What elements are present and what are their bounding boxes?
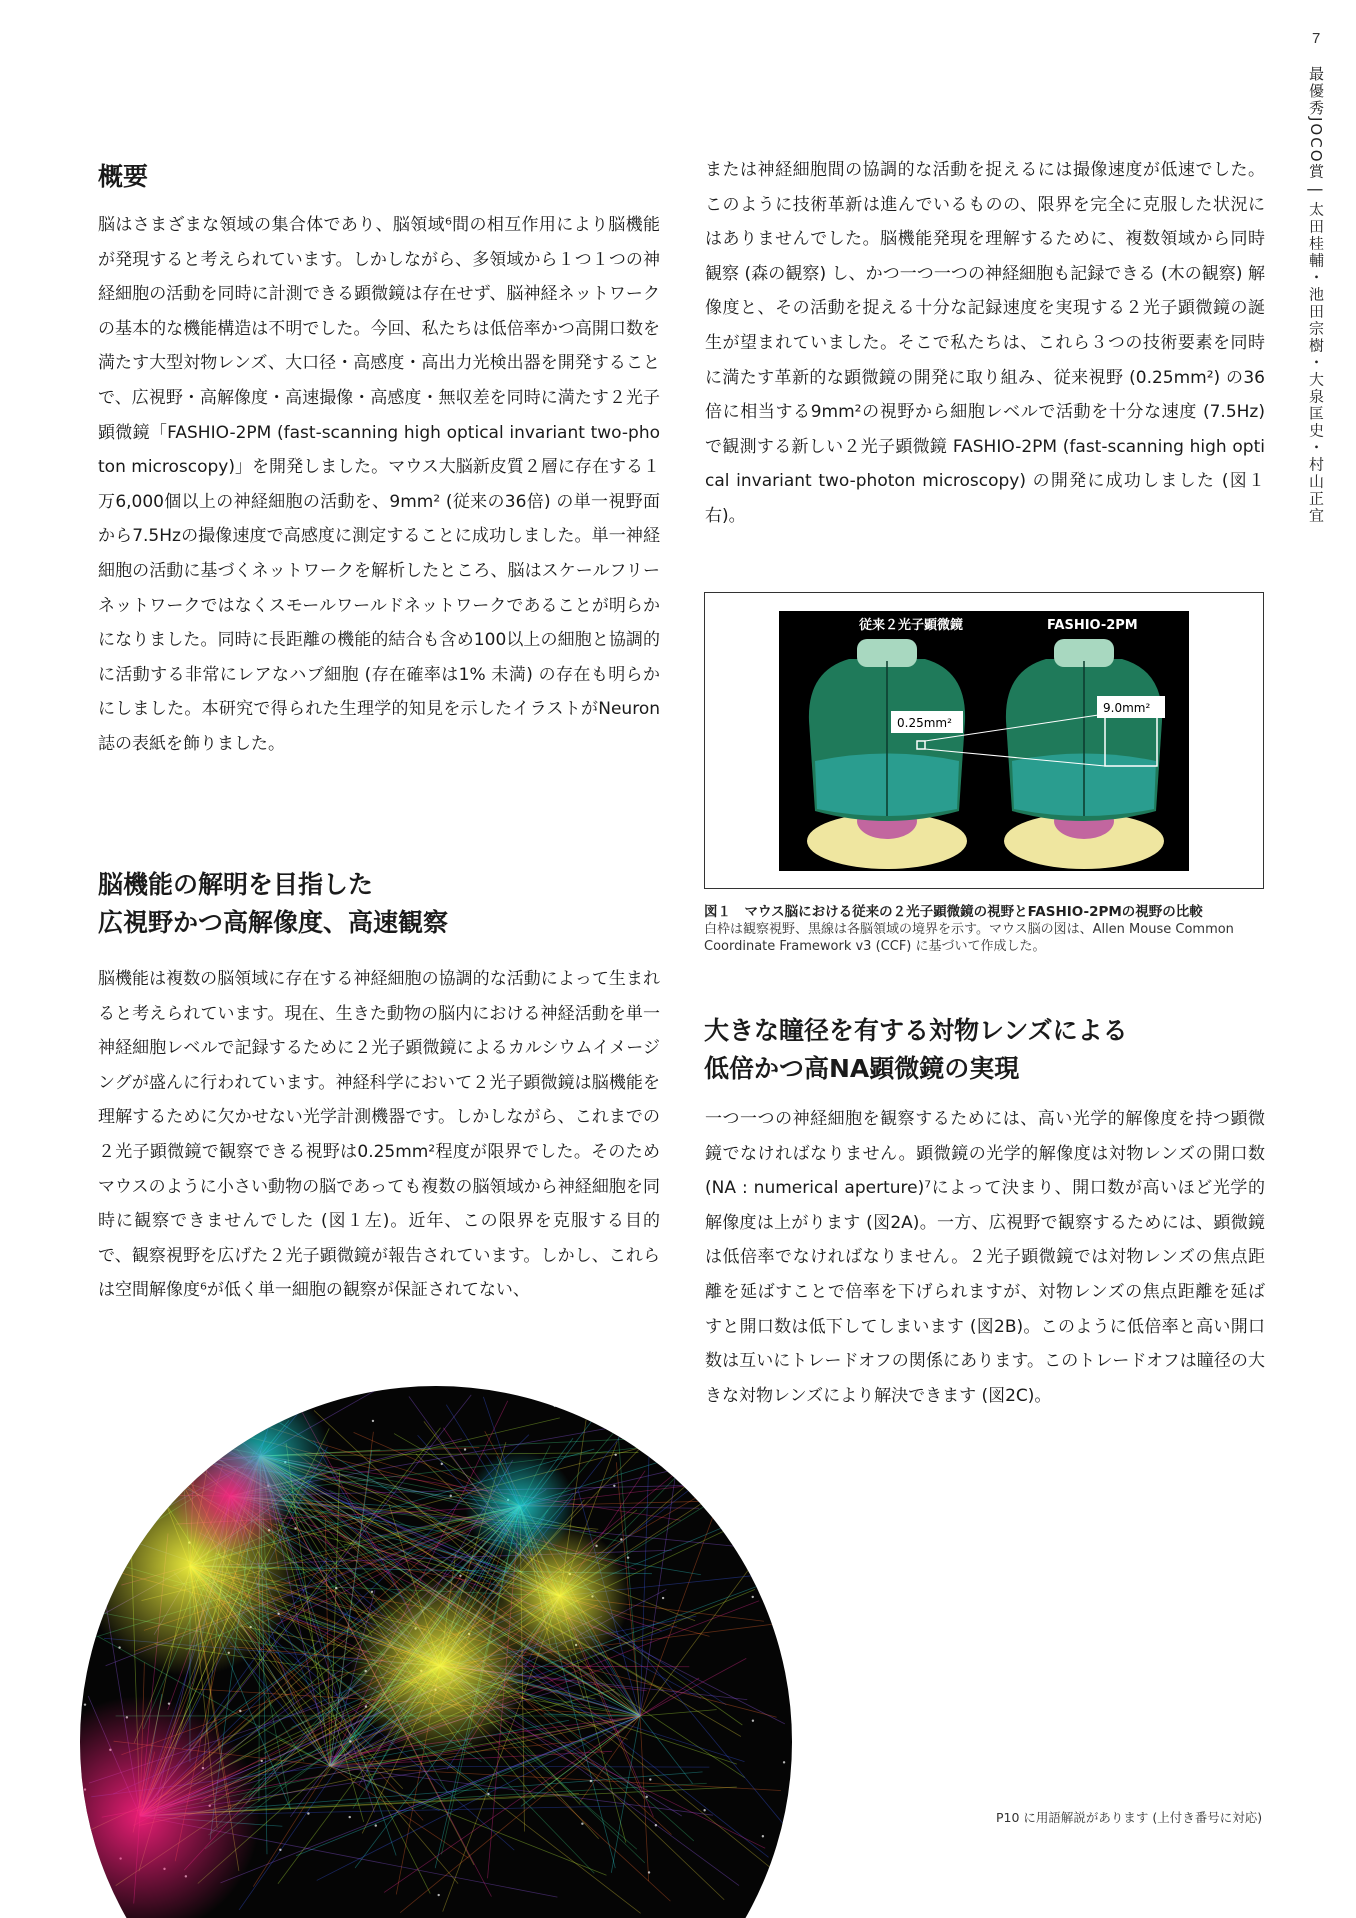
section-title-line2: 低倍かつ高NA顕微鏡の実現 — [704, 1054, 1020, 1083]
figure-1-caption-title: 図１ マウス脳における従来の２光子顕微鏡の視野とFASHIO-2PMの視野の比較 — [704, 904, 1203, 920]
right-title: FASHIO-2PM — [1047, 618, 1138, 633]
section-title-objective-lens — [704, 1012, 1128, 1088]
running-header: 最優秀JOCO賞 | 太田桂輔・池田宗樹・大泉匡史・村山正宜 — [1307, 66, 1325, 525]
brain-comparison-image — [779, 611, 1189, 871]
left-title: 従来２光子顕微鏡 — [859, 618, 964, 633]
right-brain — [1004, 639, 1164, 869]
objective-lens-paragraph: 一つ一つの神経細胞を観察するためには、高い光学的解像度を持つ顕微鏡でなければなりません。顕微鏡の光学的解像度は対物レンズの開口数 (NA : numerical aperture)⁷によって決まり、開口数が高いほど光学的解像度は上がります (図2A)。一方、広視野で観察するためには、顕微鏡は低倍率でなければなりません。２光子顕微鏡では対物レンズの焦点距離を延ばすことで倍率を下げられますが、対物レンズの焦点距離を延ばすと開口数は低下してしまいます (図2B)。このように低倍率と高い開口数は互いにトレードオフの関係にあります。このトレードオフは瞳径の大きな対物レンズにより解決できます (図2C)。 — [705, 1109, 1265, 1406]
figure-1 — [704, 592, 1264, 889]
page-number: 7 — [1312, 30, 1321, 47]
objective-lens-column — [705, 1102, 1265, 1413]
right-area-label: 9.0mm² — [1103, 701, 1151, 715]
left-area-label: 0.25mm² — [897, 716, 952, 730]
figure-1-caption-body: 白枠は観察視野、黒線は各脳領域の境界を示す。マウス脳の図は、Allen Mouse Common Coordinate Framework v3 (CCF) に基づいて作成した。 — [704, 922, 1234, 954]
overview-paragraph: 脳はさまざまな領域の集合体であり、脳領域⁶間の相互作用により脳機能が発現すると考えられています。しかしながら、多領域から１つ１つの神経細胞の活動を同時に計測できる顕微鏡は存在せず、脳神経ネットワークの基本的な機能構造は不明でした。今回、私たちは低倍率かつ高開口数を満たす大型対物レンズ、大口径・高感度・高出力光検出器を開発することで、広視野・高解像度・高速撮像・高感度・無収差を同時に満たす２光子顕微鏡「FASHIO-2PM (fast-scanning high optical invariant two-photon microscopy)」を開発しました。マウス大脳新皮質２層に存在する１万6,000個以上の神経細胞の活動を、9mm² (従来の36倍) の単一視野面から7.5Hzの撮像速度で高感度に測定することに成功しました。単一神経細胞の活動に基づくネットワークを解析したところ、脳はスケールフリーネットワークではなくスモールワールドネットワークであることが明らかになりました。同時に長距離の機能的結合も含め100以上の細胞と協調的に活動する非常にレアなハブ細胞 (存在確率は1% 未満) の存在も明らかにしました。本研究で得られた生理学的知見を示したイラストがNeuron誌の表紙を飾りました。 — [98, 215, 660, 754]
continued-column — [705, 153, 1265, 534]
continued-paragraph: または神経細胞間の協調的な活動を捉えるには撮像速度が低速でした。このように技術革新は進んでいるものの、限界を完全に克服した状況にはありませんでした。脳機能発現を理解するために、複数領域から同時観察 (森の観察) し、かつ一つ一つの神経細胞も記録できる (木の観察) 解像度と、その活動を捉える十分な記録速度を実現する２光子顕微鏡の誕生が望まれていました。そこで私たちは、これら３つの技術要素を同時に満たす革新的な顕微鏡の開発に取り組み、従来視野 (0.25mm²) の36倍に相当する9mm²の視野から細胞レベルで活動を十分な速度 (7.5Hz) で観測する新しい２光子顕微鏡 FASHIO-2PM (fast-scanning high optical invariant two-photon microscopy) の開発に成功しました (図１右)。 — [705, 160, 1265, 526]
section-title-overview: 概要 — [98, 162, 149, 191]
section-title-brain-function — [98, 866, 448, 942]
section-title-line2: 広視野かつ高解像度、高速観察 — [98, 908, 449, 937]
left-brain — [807, 639, 967, 869]
footnote: P10 に用語解説があります (上付き番号に対応) — [996, 1810, 1263, 1825]
brain-function-paragraph: 脳機能は複数の脳領域に存在する神経細胞の協調的な活動によって生まれると考えられています。現在、生きた動物の脳内における神経活動を単一神経細胞レベルで記録するために２光子顕微鏡によるカルシウムイメージングが盛んに行われています。神経科学において２光子顕微鏡は脳機能を理解するために欠かせない光学計測機器です。しかしながら、これまでの２光子顕微鏡で観察できる視野は0.25mm²程度が限界でした。そのためマウスのように小さい動物の脳であっても複数の脳領域から神経細胞を同時に観察できませんでした (図１左)。近年、この限界を克服する目的で、観察視野を広げた２光子顕微鏡が報告されています。しかし、これらは空間解像度⁶が低く単一細胞の観察が保証されてない、 — [98, 969, 660, 1301]
overview-column — [98, 208, 660, 762]
section-title-line1: 大きな瞳径を有する対物レンズによる — [704, 1016, 1128, 1045]
section-title-line1: 脳機能の解明を目指した — [98, 870, 374, 899]
brain-function-column — [98, 962, 660, 1308]
network-illustration — [80, 1386, 792, 1918]
